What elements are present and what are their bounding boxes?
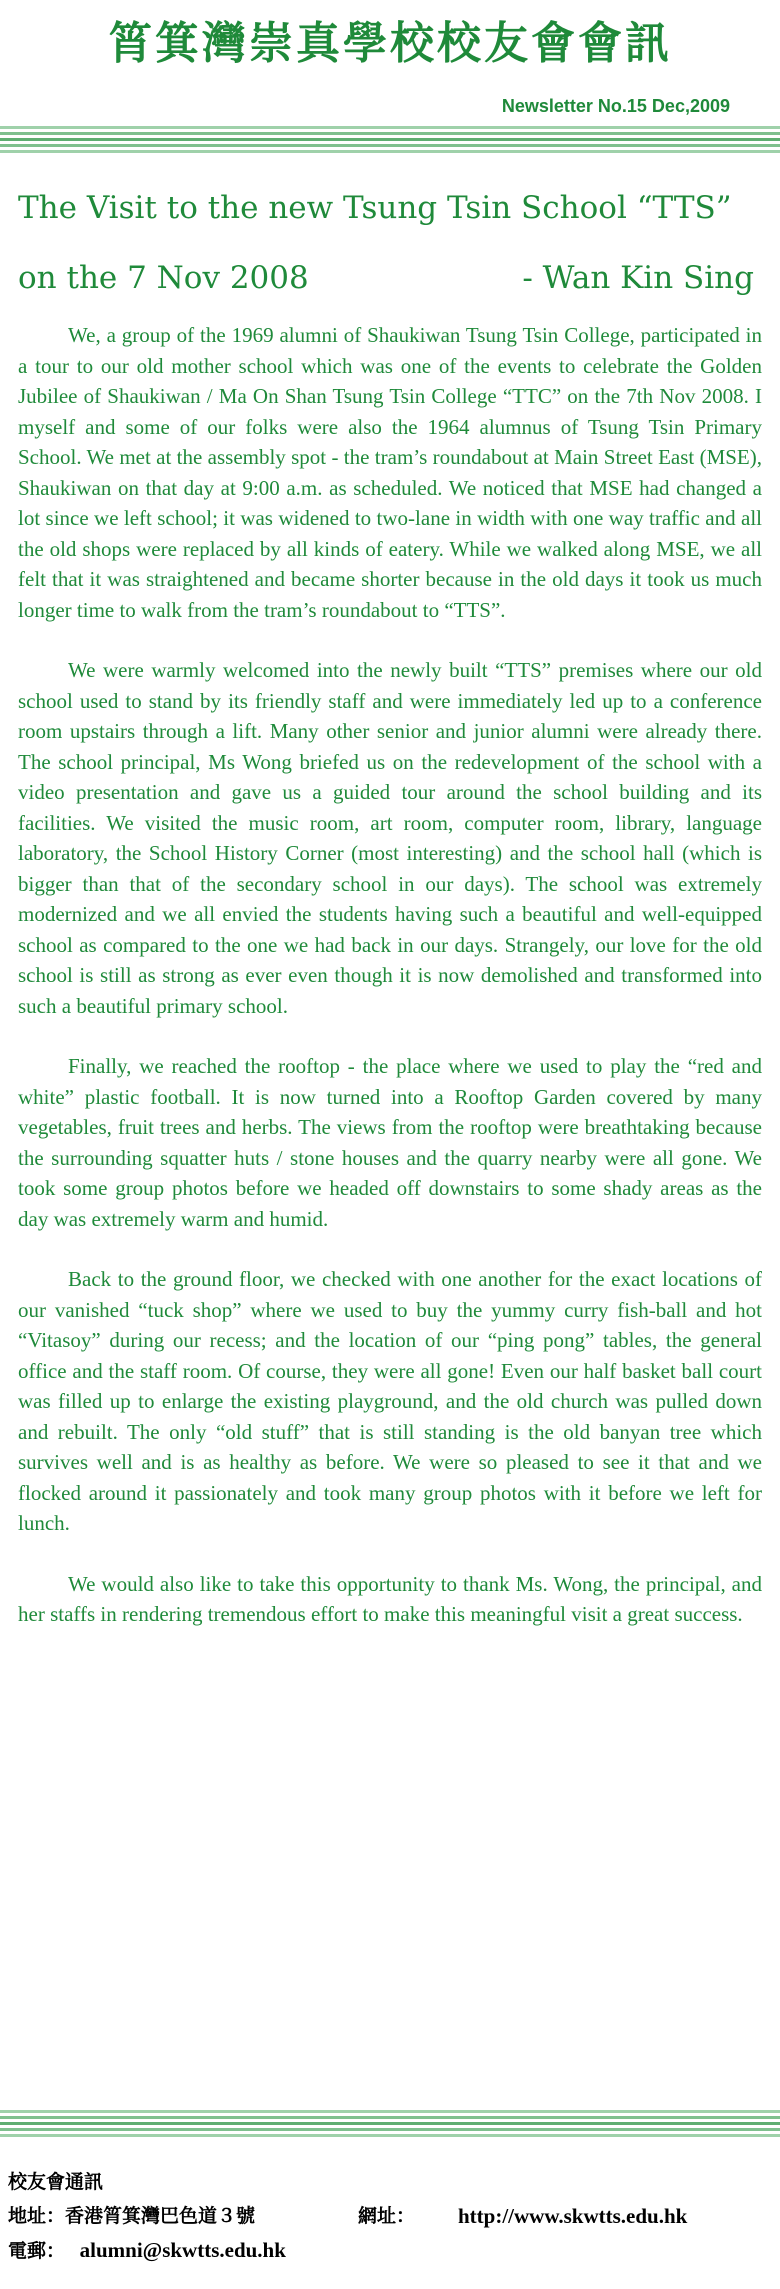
- issue-number: Newsletter No.15 Dec,2009: [501, 96, 730, 116]
- footer-address-row: [8, 2199, 772, 2233]
- article-title-line2: [18, 260, 762, 308]
- article-title-line1: [18, 190, 762, 238]
- paragraph: We were warmly welcomed into the newly built “TTS” premises where our old school used to stand by its friendly staff and were immediately led up to a conference room upstairs through a lift. Many other senior and junior alumni were already there. The school principal, Ms Wong briefed us on the redevelopment of the school with a video presentation and gave us a guided tour around the school building and its facilities. We visited the music room, art room, computer room, library, language laboratory, the School History Corner (most interesting) and the school hall (which is bigger than that of the secondary school in our days). The school was extremely modernized and we all envied the students having such a beautiful and well-equipped school as compared to the one we had back in our days. Strangely, our love for the old school is still as strong as ever even though it is now demolished and transformed into such a beautiful primary school.: [18, 658, 762, 1018]
- website-link[interactable]: http://www.skwtts.edu.hk: [458, 2204, 688, 2228]
- footer: [8, 2165, 772, 2267]
- address: 地址：香港筲箕灣巴色道３號: [8, 2205, 256, 2227]
- masthead: [0, 0, 780, 120]
- newsletter-title: 筲箕灣崇真學校校友會會訊: [108, 18, 672, 69]
- footer-label-row: [8, 2165, 772, 2199]
- article-body: [18, 320, 762, 1630]
- paragraph: We, a group of the 1969 alumni of Shaukiwan Tsung Tsin College, participated in a tour to our old mother school which was one of the events to celebrate the Golden Jubilee of Shaukiwan / Ma On Shan Tsung Tsin College “TTC” on the 7th Nov 2008. I myself and some of our folks were also the 1964 alumnus of Tsung Tsin Primary School. We met at the assembly spot - the tram’s roundabout at Main Street East (MSE), Shaukiwan on that day at 9:00 a.m. as scheduled. We noticed that MSE had changed a lot since we left school; it was widened to two-lane in width with one way traffic and all the old shops were replaced by all kinds of eatery. While we walked along MSE, we all felt that it was straightened and became shorter because in the old days it took us much longer time to walk from the tram’s roundabout to “TTS”.: [18, 323, 762, 622]
- footer-label: 校友會通訊: [8, 2171, 104, 2193]
- website-label: 網址：: [358, 2205, 416, 2227]
- footer-divider: [0, 2110, 780, 2140]
- email-label: 電郵：: [8, 2240, 66, 2262]
- footer-email-row: [8, 2233, 772, 2267]
- article: [18, 190, 762, 1660]
- email-link[interactable]: alumni@skwtts.edu.hk: [79, 2238, 286, 2262]
- article-author: - Wan Kin Sing: [522, 260, 754, 296]
- article-date: on the 7 Nov 2008: [18, 260, 309, 296]
- paragraph: Back to the ground floor, we checked with one another for the exact locations of our vanished “tuck shop” where we used to buy the yummy curry fish-ball and hot “Vitasoy” during our recess; and the location of our “ping pong” tables, the general office and the staff room. Of course, they were all gone! Even our half basket ball court was filled up to enlarge the existing playground, and the old church was pulled down and rebuilt. The only “old stuff” that is still standing is the old banyan tree which survives well and is as healthy as before. We were so pleased to see it that and we flocked around it passionately and took many group photos with it before we left for lunch.: [18, 1267, 762, 1535]
- paragraph: We would also like to take this opportunity to thank Ms. Wong, the principal, and her staffs in rendering tremendous effort to make this meaningful visit a great success.: [18, 1571, 762, 1626]
- header-divider: [0, 126, 780, 156]
- article-title: The Visit to the new Tsung Tsin School “TTS”: [18, 190, 732, 226]
- paragraph: Finally, we reached the rooftop - the place where we used to play the “red and white” plastic football. It is now turned into a Rooftop Garden covered by many vegetables, fruit trees and herbs. The views from the rooftop were breathtaking because the surrounding squatter huts / stone houses and the quarry nearby were all gone. We took some group photos before we headed off downstairs to some shady areas as the day was extremely warm and humid.: [18, 1054, 762, 1231]
